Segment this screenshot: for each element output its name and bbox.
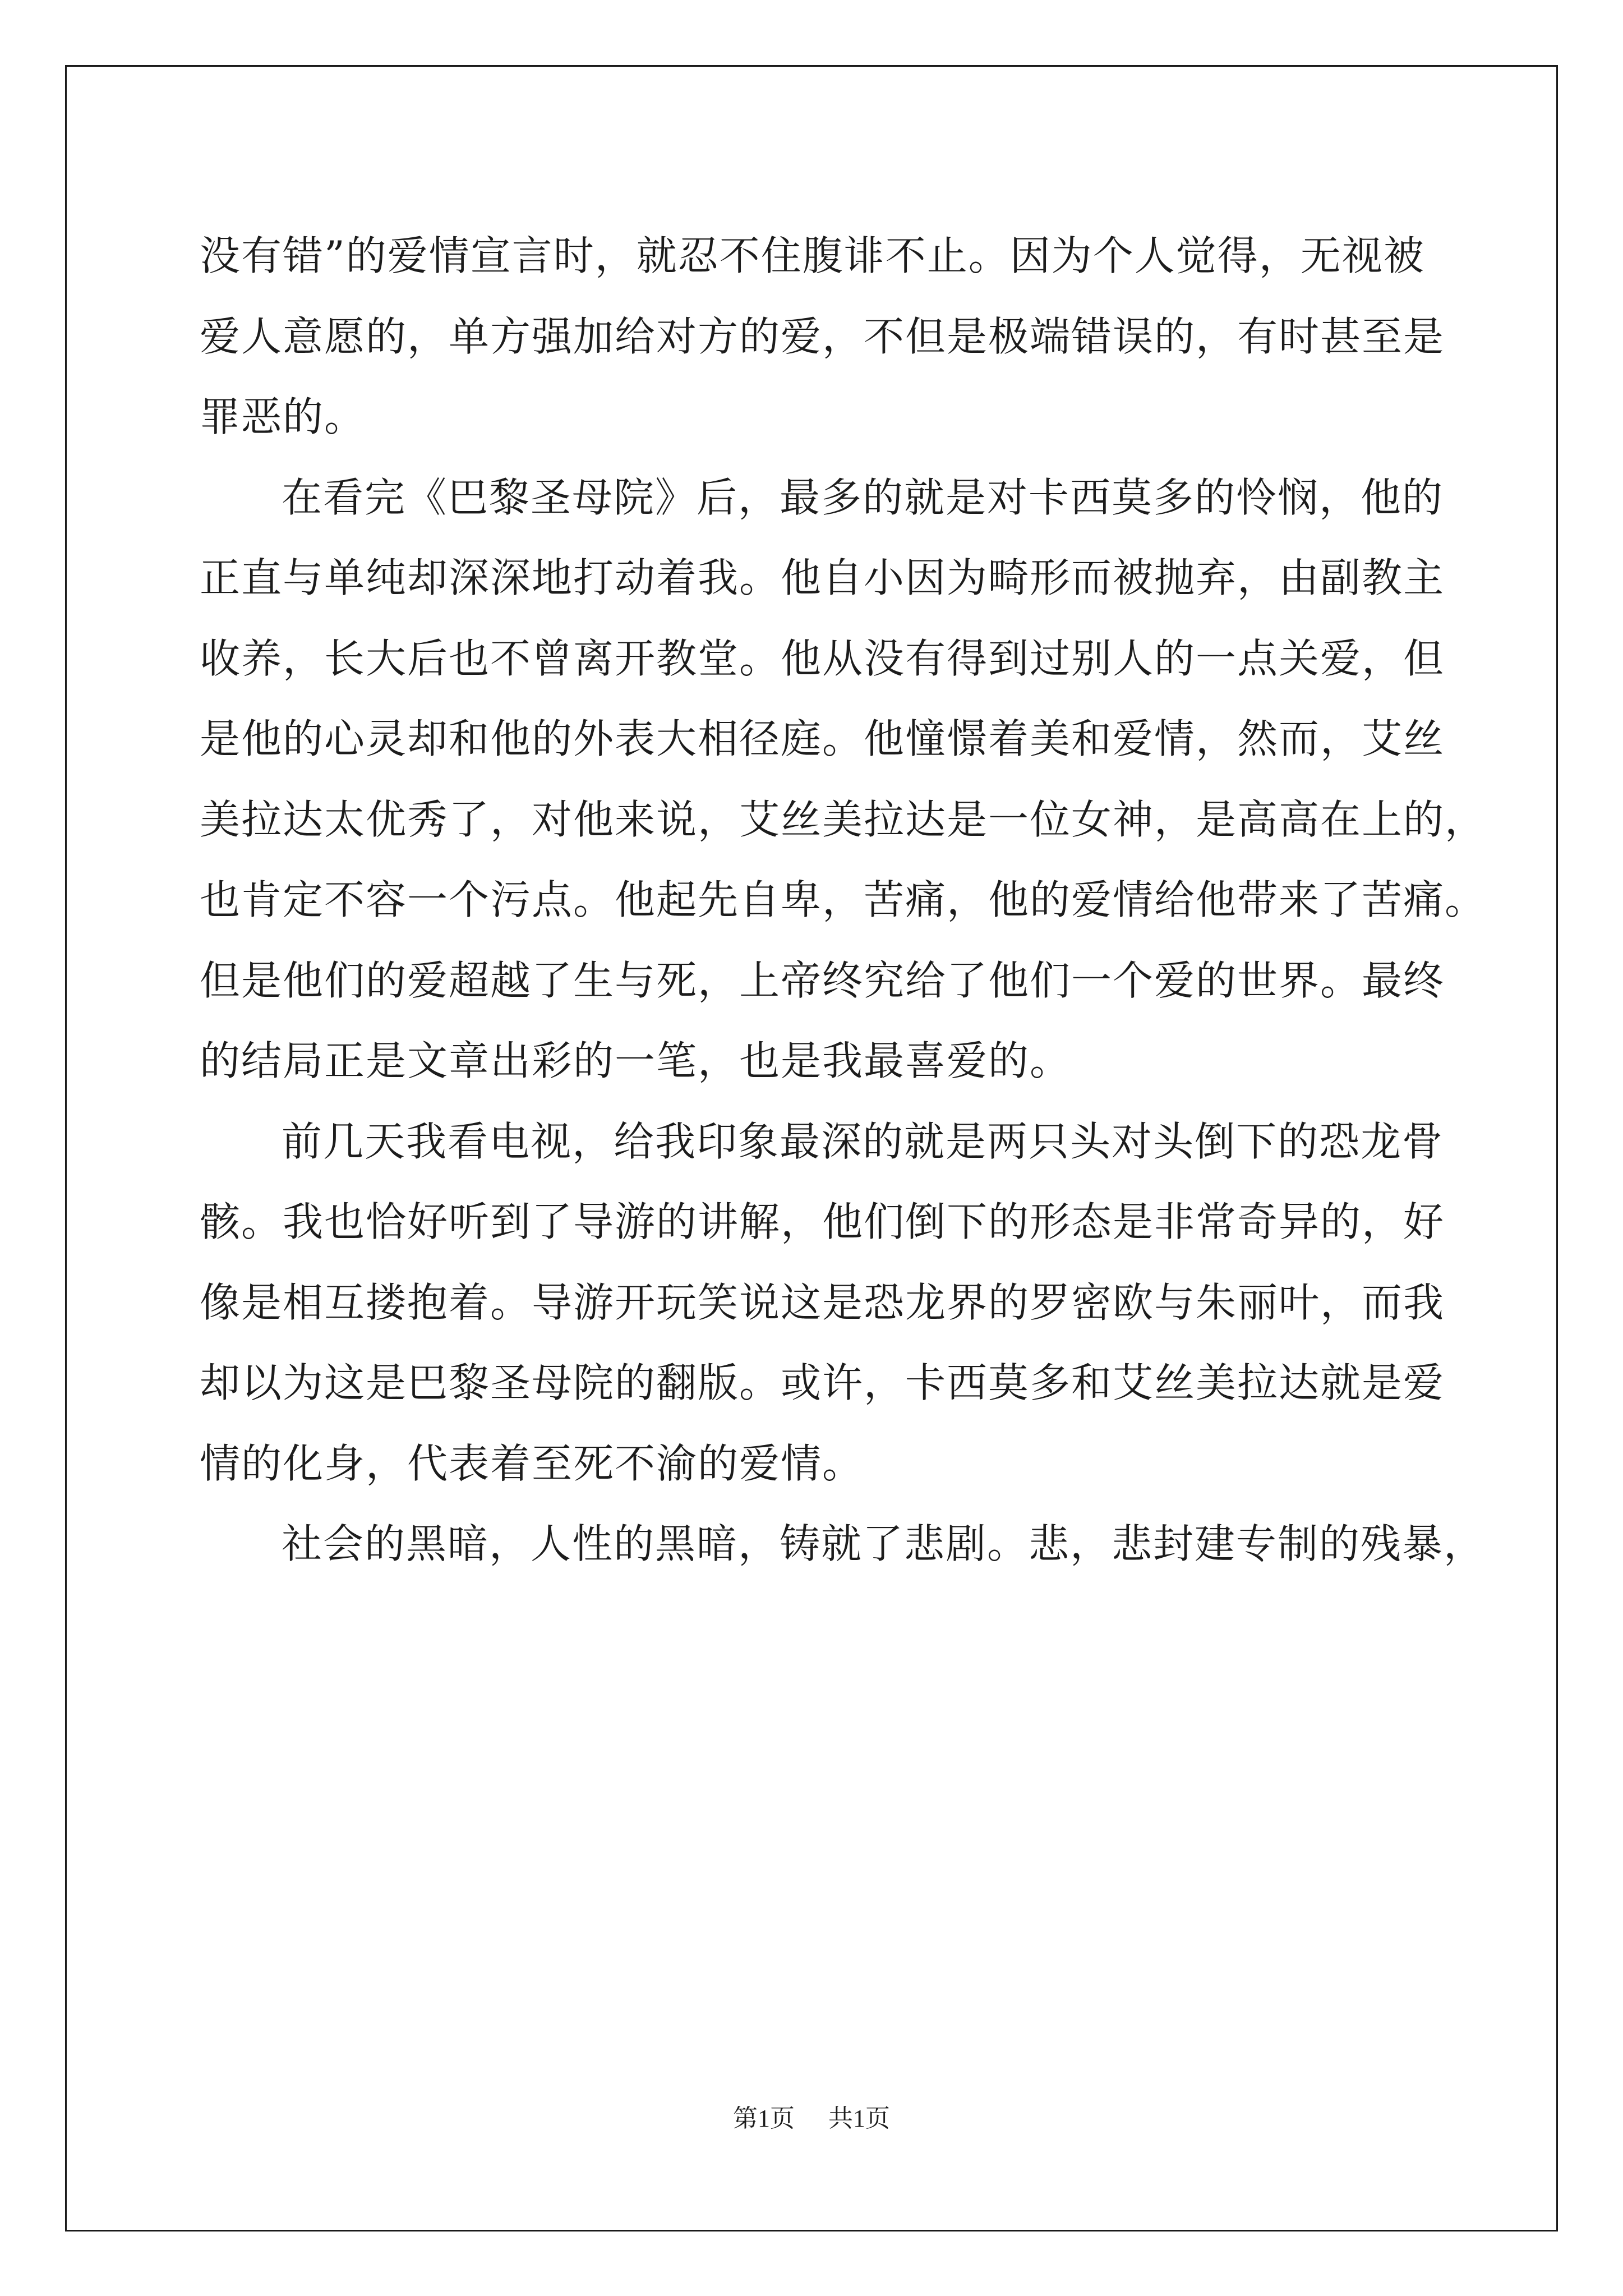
- text-line: 收养，长大后也不曾离开教堂。他从没有得到过别人的一点关爱，但: [200, 634, 1445, 682]
- page-footer: [0, 2098, 1623, 2134]
- text-line: 骸。我也恰好听到了导游的讲解，他们倒下的形态是非常奇异的，好: [200, 1198, 1445, 1245]
- document-body: [200, 216, 1487, 1585]
- text-line: 前几天我看电视，给我印象最深的就是两只头对头倒下的恐龙骨: [282, 1117, 1444, 1165]
- text-line: 但是他们的爱超越了生与死，上帝终究给了他们一个爱的世界。最终: [200, 956, 1445, 1004]
- text-line: 美拉达太优秀了，对他来说，艾丝美拉达是一位女神，是高高在上的，: [200, 795, 1487, 843]
- text-line: 却以为这是巴黎圣母院的翻版。或许，卡西莫多和艾丝美拉达就是爱: [200, 1359, 1445, 1406]
- page-total: 共1页: [828, 2105, 890, 2132]
- text-line: 像是相互搂抱着。导游开玩笑说这是恐龙界的罗密欧与朱丽叶，而我: [200, 1278, 1445, 1326]
- text-line: 罪恶的。: [200, 393, 366, 440]
- text-line: 正直与单纯却深深地打动着我。他自小因为畸形而被抛弃，由副教主: [200, 554, 1445, 601]
- text-line: 爱人意愿的，单方强加给对方的爱，不但是极端错误的，有时甚至是: [200, 312, 1445, 360]
- text-line: 也肯定不容一个污点。他起先自卑，苦痛，他的爱情给他带来了苦痛。: [200, 876, 1487, 923]
- paragraph-3: [200, 1102, 1445, 1504]
- text-line: 在看完《巴黎圣母院》后，最多的就是对卡西莫多的怜悯，他的: [282, 473, 1444, 521]
- page-number: 第1页: [733, 2105, 795, 2132]
- paragraph-1: [200, 216, 1445, 458]
- text-line: 是他的心灵却和他的外表大相径庭。他憧憬着美和爱情，然而，艾丝: [200, 715, 1445, 762]
- paragraph-4: [200, 1504, 1486, 1585]
- text-line: 的结局正是文章出彩的一笔，也是我最喜爱的。: [200, 1037, 1072, 1084]
- text-line: 没有错”的爱情宣言时，就忍不住腹诽不止。因为个人觉得，无视被: [200, 232, 1425, 279]
- paragraph-2: [200, 458, 1487, 1102]
- text-line: 情的化身，代表着至死不渝的爱情。: [200, 1439, 864, 1487]
- text-line: 社会的黑暗，人性的黑暗，铸就了悲剧。悲，悲封建专制的残暴，: [282, 1520, 1486, 1567]
